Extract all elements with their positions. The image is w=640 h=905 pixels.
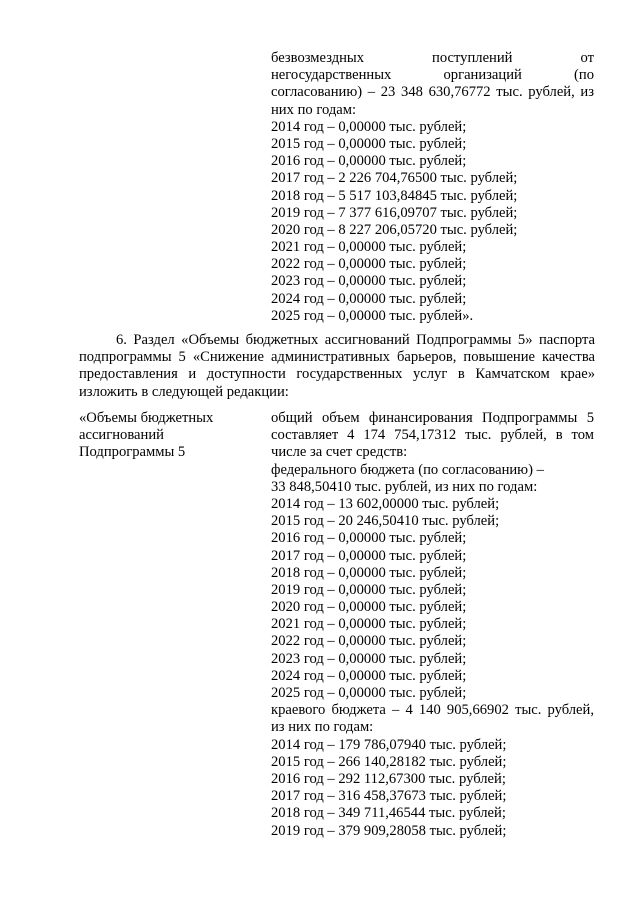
text-line: 2021 год – 0,00000 тыс. рублей; <box>271 616 467 633</box>
text-line: 2021 год – 0,00000 тыс. рублей; <box>271 239 467 256</box>
text-line: изложить в следующей редакции: <box>79 383 289 400</box>
text-line: 2015 год – 20 246,50410 тыс. рублей; <box>271 513 500 530</box>
text-line: 2018 год – 349 711,46544 тыс. рублей; <box>271 805 506 822</box>
text-line: 2024 год – 0,00000 тыс. рублей; <box>271 290 467 307</box>
text-line: Подпрограммы 5 <box>79 444 186 461</box>
text-line: 2019 год – 7 377 616,09707 тыс. рублей; <box>271 204 518 221</box>
text-line: 2018 год – 0,00000 тыс. рублей; <box>271 564 467 581</box>
text-line: составляет 4 174 754,17312 тыс. рублей, в том <box>271 427 594 444</box>
table-value-cell <box>271 410 594 840</box>
text-line: 2017 год – 2 226 704,76500 тыс. рублей; <box>271 170 518 187</box>
text-line: 2019 год – 379 909,28058 тыс. рублей; <box>271 822 507 839</box>
text-line: 2017 год – 316 458,37673 тыс. рублей; <box>271 788 507 805</box>
text-line: 2016 год – 0,00000 тыс. рублей; <box>271 153 467 170</box>
text-line: 2015 год – 266 140,28182 тыс. рублей; <box>271 753 507 770</box>
text-line: 2025 год – 0,00000 тыс. рублей; <box>271 685 467 701</box>
text-line: «Объемы бюджетных <box>79 410 214 426</box>
text-line: 2022 год – 0,00000 тыс. рублей; <box>271 633 467 650</box>
text-line: 2014 год – 0,00000 тыс. рублей; <box>271 118 467 135</box>
text-line: 2014 год – 179 786,07940 тыс. рублей; <box>271 736 507 753</box>
paragraph-6 <box>79 332 595 401</box>
text-line: 2023 год – 0,00000 тыс. рублей; <box>271 650 467 667</box>
text-line: краевого бюджета – 4 140 905,66902 тыс. рублей, <box>271 702 594 719</box>
text-line: предоставления и доступности государственных услуг в Камчатском крае» <box>79 366 595 383</box>
text-line: 2020 год – 0,00000 тыс. рублей; <box>271 599 467 616</box>
text-line: 2025 год – 0,00000 тыс. рублей». <box>271 307 474 324</box>
text-line: 2016 год – 0,00000 тыс. рублей; <box>271 530 467 547</box>
text-line: 6. Раздел «Объемы бюджетных ассигнований Подпрограммы 5» паспорта <box>116 332 595 348</box>
text-line: негосударственных организаций (по <box>271 67 594 84</box>
text-line: федерального бюджета (по согласованию) – <box>271 461 544 478</box>
text-line: 2019 год – 0,00000 тыс. рублей; <box>271 581 467 598</box>
text-line: 2018 год – 5 517 103,84845 тыс. рублей; <box>271 187 518 204</box>
text-line: подпрограммы 5 «Снижение административных барьеров, повышение качества <box>79 349 595 366</box>
text-line: 2015 год – 0,00000 тыс. рублей; <box>271 135 467 152</box>
text-line: 2020 год – 8 227 206,05720 тыс. рублей; <box>271 221 518 238</box>
text-line: безвозмездных поступлений от <box>271 50 594 66</box>
text-line: 2022 год – 0,00000 тыс. рублей; <box>271 256 467 273</box>
text-line: 2023 год – 0,00000 тыс. рублей; <box>271 273 467 290</box>
table-label-cell <box>79 410 269 462</box>
funding-block-previous <box>271 50 594 325</box>
text-line: из них по годам: <box>271 719 374 736</box>
text-line: 2024 год – 0,00000 тыс. рублей; <box>271 667 467 684</box>
text-line: 2014 год – 13 602,00000 тыс. рублей; <box>271 495 500 512</box>
text-line: 2017 год – 0,00000 тыс. рублей; <box>271 547 467 564</box>
text-line: числе за счет средств: <box>271 444 408 461</box>
text-line: них по годам: <box>271 101 357 118</box>
text-line: общий объем финансирования Подпрограммы 5 <box>271 410 594 426</box>
text-line: 33 848,50410 тыс. рублей, из них по годам: <box>271 478 538 495</box>
text-line: согласованию) – 23 348 630,76772 тыс. рублей, из <box>271 84 594 101</box>
text-line: 2016 год – 292 112,67300 тыс. рублей; <box>271 770 506 787</box>
text-line: ассигнований <box>79 427 164 444</box>
